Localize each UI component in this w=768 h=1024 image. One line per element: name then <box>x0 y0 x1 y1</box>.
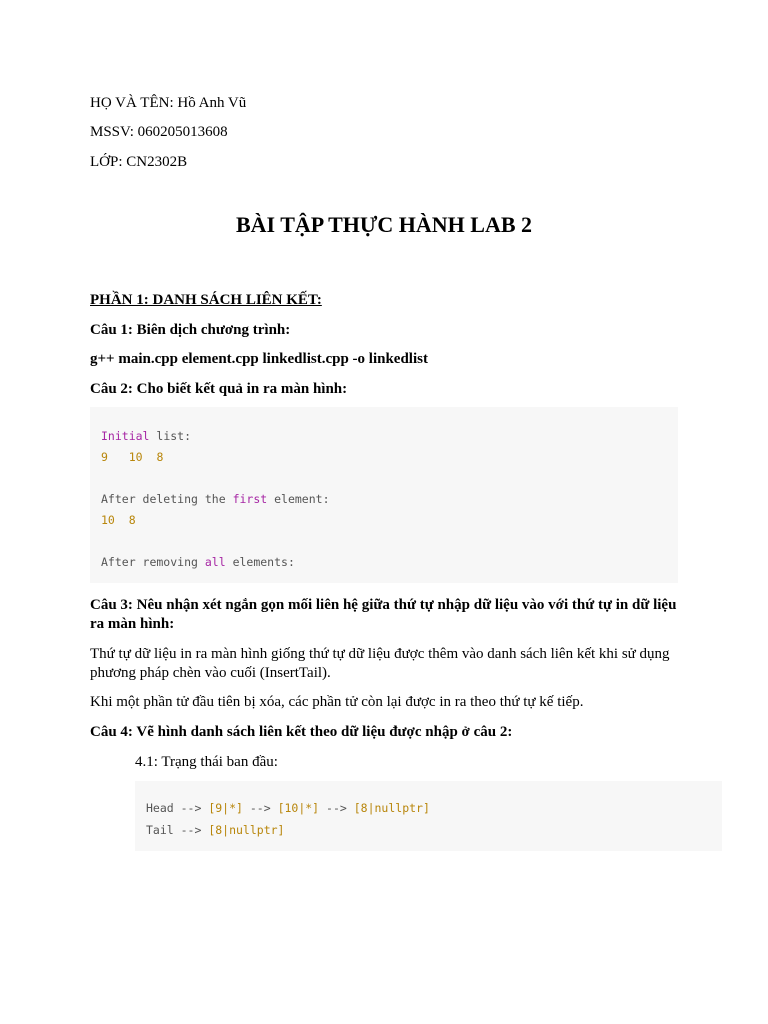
code-arrow: --> <box>242 801 278 815</box>
code-text: After deleting the <box>101 492 233 506</box>
compile-command: g++ main.cpp element.cpp linkedlist.cpp -o linkedlist <box>90 351 428 367</box>
answer-3-paragraph-2: Khi một phần tử đầu tiên bị xóa, các phần tử còn lại được in ra theo thứ tự kế tiếp. <box>90 694 584 710</box>
code-text: Head --> <box>146 801 209 815</box>
code-number: 8 <box>156 450 164 464</box>
question-3: Câu 3: Nêu nhận xét ngắn gọn mối liên hệ giữa thứ tự nhập dữ liệu vào với thứ tự in dữ liệu ra màn hình: <box>90 597 677 632</box>
code-number: 9 <box>101 450 108 464</box>
code-text: list: <box>149 429 192 443</box>
list-node: [8|nullptr] <box>353 801 430 815</box>
code-keyword: first <box>232 492 268 506</box>
student-name: HỌ VÀ TÊN: Hồ Anh Vũ <box>90 95 247 111</box>
linked-list-code-block <box>135 781 722 851</box>
code-arrow: --> <box>319 801 354 815</box>
subquestion-4-1: 4.1: Trạng thái ban đầu: <box>135 754 278 770</box>
list-node: [8|nullptr] <box>208 823 285 837</box>
code-text: Tail --> <box>146 823 209 837</box>
answer-3-paragraph-1: Thứ tự dữ liệu in ra màn hình giống thứ tự dữ liệu được thêm vào danh sách liên kết khi sử dụng phương pháp chèn vào cuối (InsertTail). <box>90 646 670 681</box>
code-text: elements: <box>225 555 295 569</box>
list-node: [9|*] <box>208 801 243 815</box>
question-4: Câu 4: Vẽ hình danh sách liên kết theo dữ liệu được nhập ở câu 2: <box>90 724 513 740</box>
code-number: 10 <box>128 450 143 464</box>
student-id: MSSV: 060205013608 <box>90 124 228 140</box>
code-keyword: Initial <box>101 429 150 443</box>
code-text: After removing <box>101 555 205 569</box>
list-node: [10|*] <box>277 801 320 815</box>
question-1: Câu 1: Biên dịch chương trình: <box>90 322 291 338</box>
output-code-block <box>90 407 678 583</box>
code-keyword: all <box>204 555 226 569</box>
code-number: 8 <box>128 513 136 527</box>
code-number: 10 <box>101 513 115 527</box>
student-class: LỚP: CN2302B <box>90 154 188 170</box>
code-text: element: <box>267 492 330 506</box>
page-title: BÀI TẬP THỰC HÀNH LAB 2 <box>235 212 533 237</box>
question-2: Câu 2: Cho biết kết quả in ra màn hình: <box>90 381 348 397</box>
section-heading: PHẦN 1: DANH SÁCH LIÊN KẾT: <box>90 292 322 308</box>
